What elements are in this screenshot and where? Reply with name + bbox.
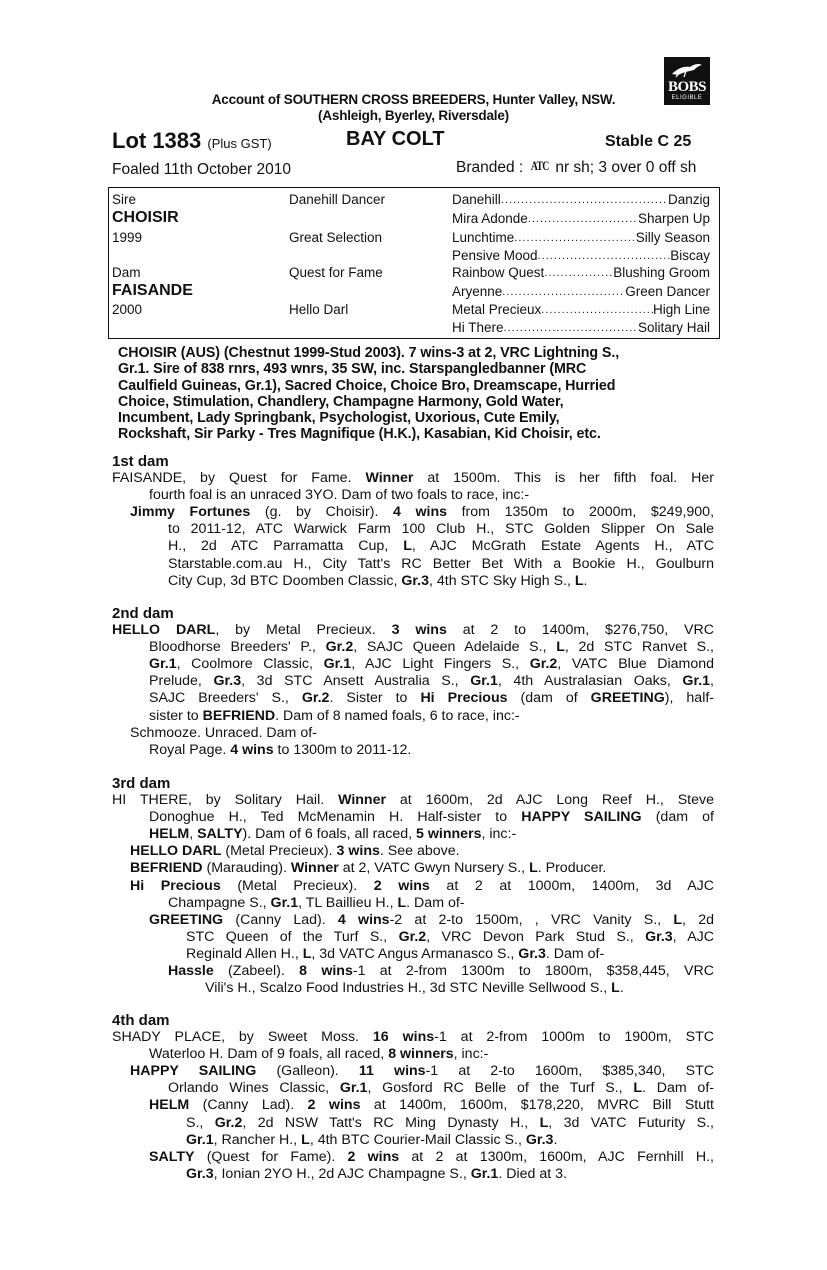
brand-mark: ATC — [530, 158, 549, 173]
dam-line — [168, 521, 714, 538]
text: at 1400m, 1600m, $178,220, MVRC Bill Stutt — [360, 1097, 714, 1114]
dam-line — [149, 742, 714, 759]
lot-description: BAY COLT — [346, 128, 445, 150]
text: , — [710, 673, 714, 690]
g3-sire: Silly Season — [635, 230, 710, 245]
dam-line — [149, 690, 714, 707]
text: to 1300m to 2011-12. — [273, 741, 412, 758]
dam-line — [149, 826, 714, 843]
g3-horse: Hi There — [452, 320, 504, 335]
dot-leader — [501, 191, 668, 209]
text: , VATC Blue Diamond — [557, 656, 715, 673]
g3-sire: Sharpen Up — [637, 211, 710, 226]
g3-sire: High Line — [652, 302, 710, 317]
lot-label: Lot 1383 — [112, 128, 202, 153]
pedigree-g3-row — [452, 229, 710, 247]
text: , SAJC Queen Adelaide S., — [353, 639, 557, 656]
text: . Died at 3. — [498, 1165, 567, 1182]
text: FAISANDE, by Quest for Fame. — [112, 470, 366, 486]
dam-line — [149, 656, 714, 673]
dam-line — [149, 487, 714, 504]
dam-line — [130, 843, 714, 860]
text: Waterloo H. Dam of 9 foals, all raced, — [149, 1046, 389, 1063]
bold-text: SALTY — [197, 826, 243, 843]
pedigree-g3-row — [452, 264, 710, 282]
sire-name: CHOISIR — [112, 209, 179, 226]
bold-text: HAPPY SAILING — [130, 1063, 257, 1080]
bold-text: HELM — [149, 1097, 190, 1114]
text: -1 at 2-from 1300m to 1800m, $358,445, VRC — [352, 963, 714, 979]
text: , AJC — [672, 928, 715, 945]
bold-text: L — [556, 639, 565, 656]
bold-text: L — [397, 894, 407, 911]
bold-text: Gr.1 — [270, 894, 299, 911]
sire-summary-line: Rockshaft, Sir Parky - Tres Magnifique (H.K.), Kasabian, Kid Choisir, etc. — [118, 426, 601, 443]
pedigree-g3-row — [452, 301, 710, 319]
bold-text: L — [529, 860, 538, 877]
text: sister to — [149, 707, 203, 724]
text: from 1350m to 2000m, $249,900, — [447, 504, 715, 521]
text: H., 2d ATC Parramatta Cup, — [168, 538, 404, 555]
sire-year: 1999 — [112, 230, 143, 245]
g3-horse: Aryenne — [452, 284, 503, 299]
text: , 3d VATC Futurity S., — [548, 1114, 714, 1131]
sire-summary-line: CHOISIR (AUS) (Chestnut 1999-Stud 2003). 7 wins-3 at 2, VRC Lightning S., — [118, 345, 620, 361]
text: -1 at 2-to 1600m, $385,340, STC — [425, 1063, 714, 1080]
branded-detail: nr sh; 3 over 0 off sh — [555, 159, 697, 176]
bold-text: Hi Precious — [420, 690, 508, 707]
text: . Dam of- — [545, 945, 605, 962]
text: . — [583, 572, 588, 589]
bold-text: L — [574, 572, 584, 589]
dam-line — [149, 1046, 714, 1063]
brand-info — [456, 159, 696, 177]
dam-name: FAISANDE — [112, 282, 193, 299]
text: at 2 at 1300m, 1600m, AJC Fernhill H., — [399, 1148, 714, 1165]
consignor-line: Account of SOUTHERN CROSS BREEDERS, Hunter Valley, NSW. — [211, 92, 616, 107]
text: Bloodhorse Breeders' P., — [149, 639, 326, 656]
text: (g. by Choisir). — [250, 504, 393, 521]
dam-line — [168, 1080, 714, 1097]
bold-text: Gr.2 — [529, 656, 558, 673]
bold-text: Gr.1 — [470, 1165, 499, 1182]
dam-line — [149, 673, 714, 690]
bold-text: L — [539, 1114, 549, 1131]
text: . Dam of- — [642, 1080, 714, 1097]
dot-leader — [541, 301, 653, 319]
text: to 2011-12, ATC Warwick Farm 100 Club H., STC Golden Slipper On Sale — [168, 521, 714, 538]
text: at 1500m. This is her fifth foal. Her — [413, 470, 715, 486]
g3-sire: Danzig — [667, 192, 710, 207]
text: (dam of — [507, 690, 591, 707]
text: SHADY PLACE, by Sweet Moss. — [112, 1029, 373, 1045]
text: . — [619, 980, 624, 997]
dam-line — [149, 809, 714, 826]
text: , by Metal Precieux. — [215, 622, 392, 638]
dam-line — [112, 792, 714, 809]
text: -2 at 2-to 1500m, , VRC Vanity S., — [389, 911, 674, 928]
dot-leader — [504, 319, 638, 337]
g3-horse: Danehill — [452, 192, 501, 207]
dam-line — [168, 895, 714, 912]
text: Starstable.com.au H., City Tatt's RC Better Bet With a Bookie H., Goulburn — [168, 555, 714, 572]
bold-text: BEFRIEND — [130, 860, 203, 877]
text: STC Queen of the Turf S., — [186, 928, 399, 945]
dam-heading: 1st dam — [112, 453, 169, 470]
dam-line — [205, 980, 714, 997]
text: , VRC Devon Park Stud S., — [426, 928, 646, 945]
dam-line — [130, 878, 714, 895]
bold-text: 2 wins — [347, 1148, 400, 1165]
text: , 4th BTC Courier-Mail Classic S., — [309, 1131, 526, 1148]
bold-text: Gr.3 — [525, 1131, 554, 1148]
bold-text: Gr.1 — [323, 656, 352, 673]
text: Orlando Wines Classic, — [168, 1080, 340, 1097]
bold-text: Gr.1 — [682, 673, 711, 690]
bold-text: L — [611, 980, 620, 997]
bold-text: GREETING — [149, 911, 224, 928]
bold-text: Winner — [290, 860, 339, 877]
bold-text: L — [633, 1080, 643, 1097]
dam-line — [149, 1149, 714, 1166]
dam-line — [168, 963, 714, 980]
text: (Quest for Fame). — [194, 1148, 348, 1165]
bold-text: Gr.1 — [470, 673, 498, 690]
dam-line — [149, 1097, 714, 1114]
text: at 1600m, 2d AJC Long Reef H., Steve — [386, 792, 714, 808]
text: Champagne S., — [168, 894, 271, 911]
bold-text: 4 wins — [230, 741, 274, 758]
dam-line — [186, 1115, 714, 1132]
g3-horse: Mira Adonde — [452, 211, 528, 226]
g3-horse: Metal Precieux — [452, 302, 542, 317]
dot-leader — [538, 247, 671, 265]
text: , 4th Australasian Oaks, — [497, 673, 683, 690]
dam-line — [186, 1166, 714, 1183]
gst-note: (Plus GST) — [207, 136, 272, 151]
text: , Rancher H., — [213, 1131, 302, 1148]
bold-text: 16 wins — [372, 1029, 435, 1045]
text: at 2, VATC Gwyn Nursery S., — [338, 860, 530, 877]
text: ), half- — [664, 690, 715, 707]
bold-text: 8 wins — [299, 963, 353, 979]
bold-text: Gr.2 — [325, 639, 354, 656]
bold-text: GREETING — [590, 690, 665, 707]
text: (Galleon). — [256, 1063, 359, 1080]
bobs-eligible-logo — [664, 57, 710, 105]
text: , Ionian 2YO H., 2d AJC Champagne S., — [213, 1165, 471, 1182]
text: . — [553, 1131, 558, 1148]
pedigree-g3-row — [452, 319, 710, 337]
text: , — [189, 826, 198, 843]
text: fourth foal is an unraced 3YO. Dam of two foals to race, inc:- — [149, 487, 530, 504]
bold-text: Gr.3 — [213, 673, 242, 690]
dam-line — [149, 912, 714, 929]
dam-line — [149, 639, 714, 656]
text: . Dam of- — [406, 894, 465, 911]
dam-line — [186, 1132, 714, 1149]
g3-sire: Biscay — [670, 248, 710, 263]
logo-text: BOBS — [667, 79, 707, 95]
text: ). Dam of 6 foals, all raced, — [242, 826, 417, 843]
dam-line — [130, 1063, 714, 1080]
bold-text: HELLO DARL — [130, 843, 222, 860]
bold-text: Gr.2 — [398, 928, 427, 945]
text: -1 at 2-from 1000m to 1900m, STC — [434, 1029, 714, 1045]
sire-summary-line: Caulfield Guineas, Gr.1), Sacred Choice, Choice Bro, Dreamscape, Hurried — [118, 377, 616, 394]
text: (dam of — [641, 809, 714, 826]
branded-label: Branded : — [456, 159, 524, 176]
sire-summary-line: Incumbent, Lady Springbank, Psychologist, Uxorious, Cute Emily, — [118, 410, 560, 427]
text: at 2 at 1000m, 1400m, 3d AJC — [429, 877, 715, 894]
dam-line — [112, 1029, 714, 1046]
dam-line — [168, 538, 714, 555]
foaled-date: Foaled 11th October 2010 — [112, 161, 291, 178]
bold-text: 2 wins — [373, 877, 430, 894]
dam-line — [186, 946, 714, 963]
dam-line — [112, 470, 714, 487]
text: City Cup, 3d BTC Doomben Classic, — [168, 572, 402, 589]
text: . Producer. — [537, 860, 607, 877]
text: (Metal Precieux). — [220, 877, 374, 894]
dot-leader — [514, 229, 635, 247]
bold-text: Winner — [365, 470, 414, 486]
text: Vili's H., Scalzo Food Industries H., 3d STC Neville Sellwood S., — [205, 980, 612, 997]
bold-text: Gr.3 — [401, 572, 429, 589]
pedigree-g3-row — [452, 210, 710, 228]
bold-text: Gr.3 — [518, 945, 546, 962]
dam-dam: Hello Darl — [289, 302, 349, 317]
sire-label: Sire — [112, 192, 137, 207]
stable-location: Stable C 25 — [605, 133, 692, 150]
bold-text: BEFRIEND — [202, 707, 276, 724]
pedigree-g3-row — [452, 247, 710, 265]
bold-text: 5 winners — [416, 826, 482, 843]
dam-heading: 2nd dam — [112, 605, 174, 622]
text: Donoghue H., Ted McMenamin H. Half-sister to — [149, 809, 522, 826]
sire-summary-line: Gr.1. Sire of 838 rnrs, 493 wnrs, 35 SW, inc. Starspangledbanner (MRC — [118, 361, 587, 378]
dam-line — [112, 622, 714, 639]
bold-text: 2 wins — [307, 1097, 361, 1114]
horse-icon — [670, 62, 704, 78]
bold-text: Jimmy Fortunes — [130, 504, 251, 521]
logo-subtext: ELIGIBLE — [671, 95, 703, 101]
sire-summary-line: Choice, Stimulation, Chandlery, Champagne Harmony, Gold Water, — [118, 393, 564, 410]
dot-leader — [502, 283, 625, 301]
pedigree-table — [108, 187, 720, 339]
text: (Canny Lad). — [223, 911, 338, 928]
dot-leader — [528, 210, 638, 228]
bold-text: 11 wins — [358, 1063, 426, 1080]
text: , Gosford RC Belle of the Turf S., — [367, 1080, 634, 1097]
bold-text: L — [301, 1131, 310, 1148]
text: Royal Page. — [149, 741, 231, 758]
g3-horse: Lunchtime — [452, 230, 515, 245]
text: at 2 to 1400m, $276,750, VRC — [446, 622, 714, 638]
bold-text: Hassle — [168, 963, 214, 979]
dam-line — [168, 573, 714, 590]
g3-horse: Rainbow Quest — [452, 265, 545, 280]
text: , 3d VATC Angus Armanasco S., — [311, 945, 519, 962]
dam-heading: 3rd dam — [112, 775, 171, 792]
text: , AJC Light Fingers S., — [351, 656, 530, 673]
text: Prelude, — [149, 673, 214, 690]
g3-horse: Pensive Mood — [452, 248, 538, 263]
text: (Canny Lad). — [189, 1097, 308, 1114]
text: , 4th STC Sky High S., — [429, 572, 575, 589]
bold-text: Hi Precious — [130, 877, 221, 894]
bold-text: 8 winners — [388, 1046, 454, 1063]
lot-number — [112, 128, 272, 154]
text: (Marauding). — [202, 860, 291, 877]
text: . Dam of 8 named foals, 6 to race, inc:- — [275, 707, 520, 724]
text: , 2d — [682, 911, 714, 928]
pedigree-g3-row — [452, 191, 710, 209]
text: , AJC McGrath Estate Agents H., ATC — [411, 538, 714, 555]
dam-line — [130, 725, 714, 742]
text: , inc:- — [453, 1046, 489, 1063]
text: Reginald Allen H., — [186, 945, 303, 962]
text: , TL Baillieu H., — [298, 894, 398, 911]
bold-text: Gr.2 — [214, 1114, 243, 1131]
text: . See above. — [379, 843, 460, 860]
bold-text: Gr.1 — [186, 1131, 214, 1148]
bold-text: 4 wins — [337, 911, 390, 928]
text: HI THERE, by Solitary Hail. — [112, 792, 339, 808]
bold-text: HELLO DARL — [112, 622, 216, 638]
dam-heading: 4th dam — [112, 1012, 170, 1029]
g3-sire: Solitary Hail — [637, 320, 710, 335]
bold-text: Gr.1 — [339, 1080, 368, 1097]
bold-text: HAPPY SAILING — [521, 809, 642, 826]
text: , 2d STC Ranvet S., — [564, 639, 714, 656]
text: . Sister to — [329, 690, 421, 707]
text: (Metal Precieux). — [221, 843, 337, 860]
dam-line — [186, 929, 714, 946]
text: , 3d STC Ansett Australia S., — [241, 673, 471, 690]
dot-leader — [544, 264, 613, 282]
sire-sire: Danehill Dancer — [289, 192, 386, 207]
bold-text: Gr.3 — [186, 1165, 214, 1182]
bold-text: SALTY — [149, 1148, 195, 1165]
g3-sire: Blushing Groom — [613, 265, 710, 280]
sire-dam: Great Selection — [289, 230, 383, 245]
text: , Coolmore Classic, — [176, 656, 324, 673]
dam-label: Dam — [112, 265, 141, 280]
text: S., — [186, 1114, 215, 1131]
pedigree-g3-row — [452, 283, 710, 301]
dam-sire: Quest for Fame — [289, 265, 383, 280]
dam-line — [168, 556, 714, 573]
dam-line — [130, 504, 714, 521]
text: , inc:- — [481, 826, 517, 843]
bold-text: 3 wins — [391, 622, 447, 638]
bold-text: Gr.3 — [645, 928, 673, 945]
dam-year: 2000 — [112, 302, 143, 317]
bold-text: 4 wins — [392, 504, 448, 521]
consignor-properties: (Ashleigh, Byerley, Riversdale) — [318, 108, 509, 123]
bold-text: Gr.2 — [301, 690, 330, 707]
dam-line — [130, 860, 714, 877]
bold-text: Gr.1 — [149, 656, 177, 673]
g3-sire: Green Dancer — [625, 284, 710, 299]
bold-text: L — [302, 945, 312, 962]
bold-text: L — [673, 911, 683, 928]
text: (Zabeel). — [213, 963, 300, 979]
sire-summary — [118, 345, 708, 443]
bold-text: L — [403, 538, 412, 555]
text: Schmooze. Unraced. Dam of- — [130, 724, 317, 741]
dam-line — [149, 708, 714, 725]
bold-text: HELM — [149, 826, 190, 843]
text: , 2d NSW Tatt's RC Ming Dynasty H., — [242, 1114, 540, 1131]
bold-text: 3 wins — [336, 843, 380, 860]
text: SAJC Breeders' S., — [149, 690, 302, 707]
bold-text: Winner — [338, 792, 387, 808]
